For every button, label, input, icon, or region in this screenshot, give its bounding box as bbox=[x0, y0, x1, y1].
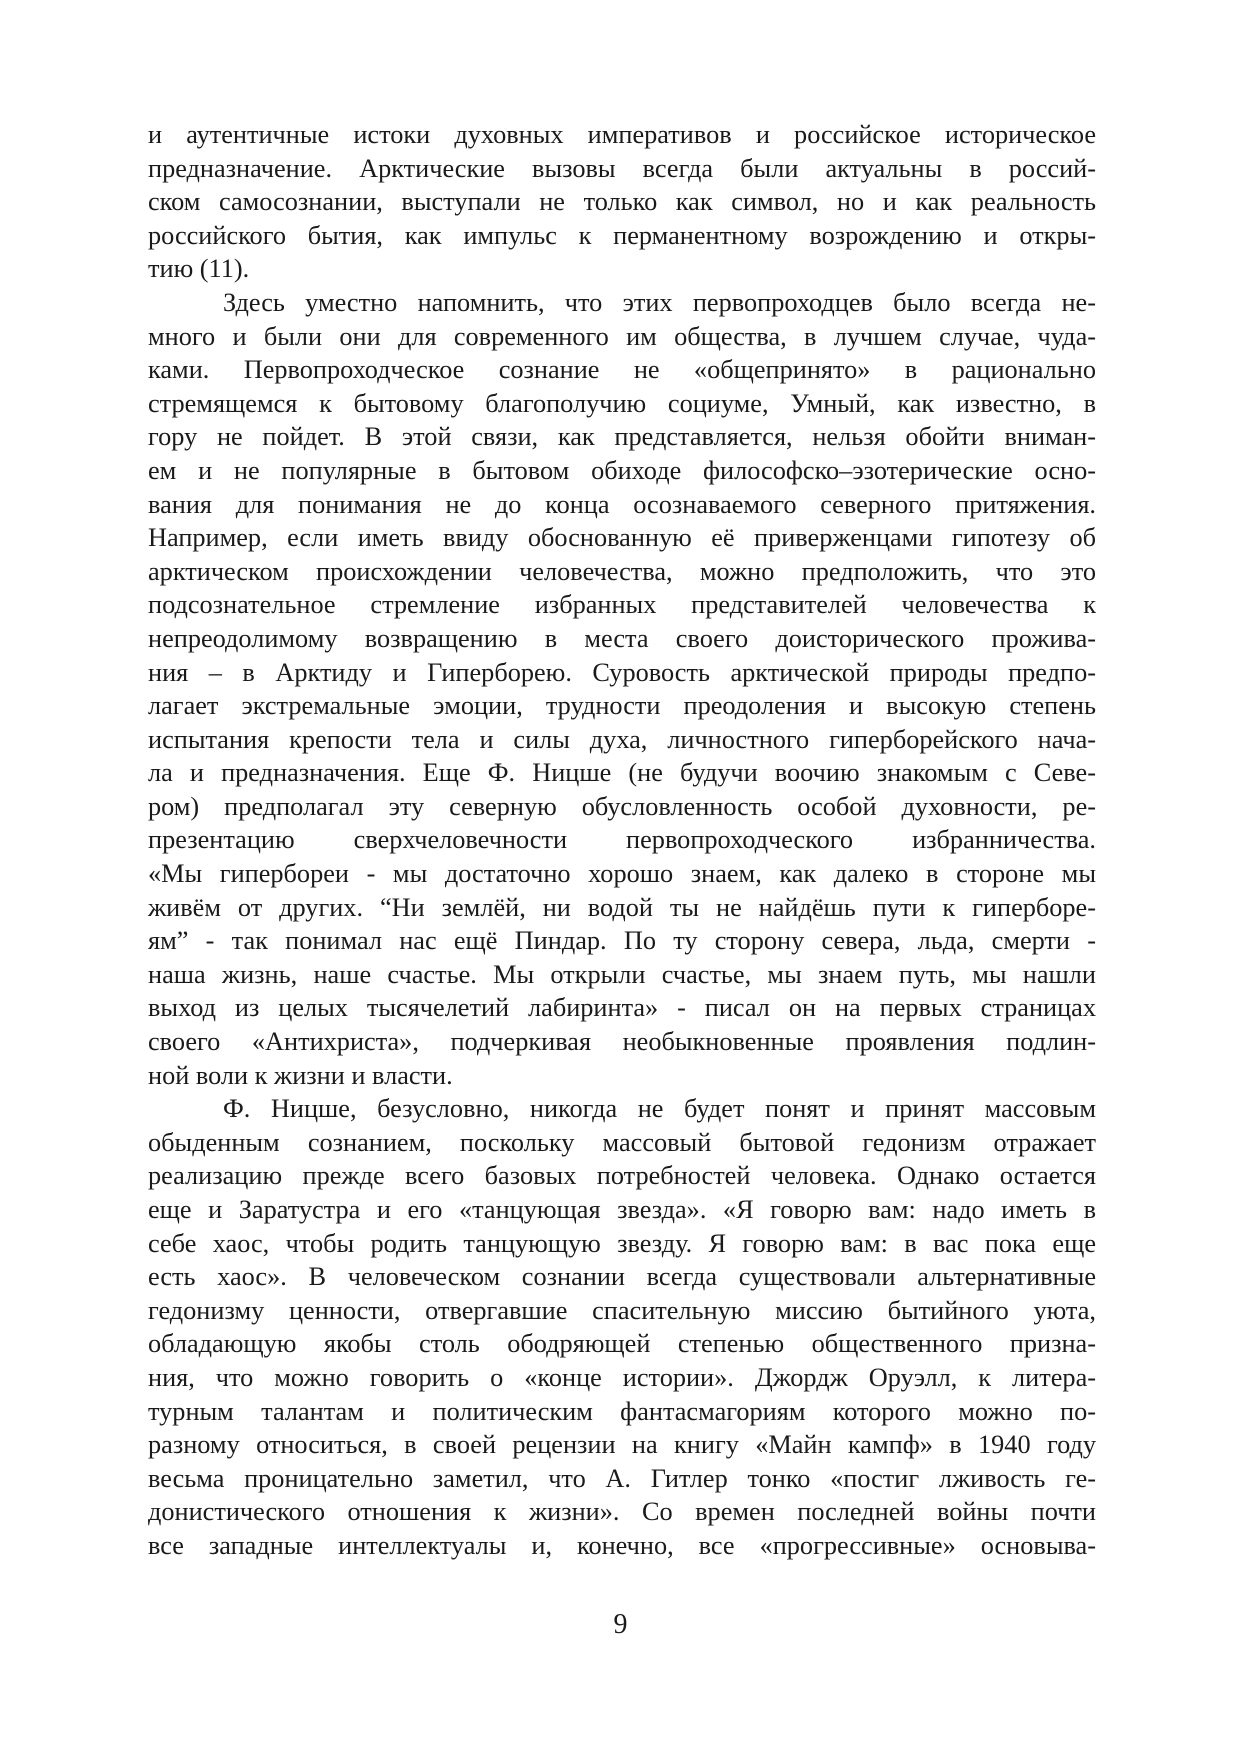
text-line: предназначение. Арктические вызовы всегда были актуальны в россий- bbox=[148, 153, 1096, 183]
text-line: себе хаос, чтобы родить танцующую звезду. Я говорю вам: в вас пока еще bbox=[148, 1228, 1096, 1258]
text-line: ной воли к жизни и власти. bbox=[148, 1060, 453, 1090]
text-line: арктическом происхождении человечества, можно предположить, что это bbox=[148, 556, 1096, 586]
page-number: 9 bbox=[613, 1609, 628, 1640]
text-line: «Мы гипербореи - мы достаточно хорошо знаем, как далеко в стороне мы bbox=[148, 859, 1096, 889]
text-line: российского бытия, как импульс к перманентному возрождению и откры- bbox=[148, 220, 1096, 250]
text-line: Ф. Ницше, безусловно, никогда не будет понят и принят массовым bbox=[223, 1094, 1096, 1124]
text-line: наша жизнь, наше счастье. Мы открыли счастье, мы знаем путь, мы нашли bbox=[148, 959, 1096, 989]
text-line: непреодолимому возвращению в места своего доисторического прожива- bbox=[148, 623, 1096, 653]
text-line: живём от других. “Ни землёй, ни водой ты не найдёшь пути к гиперборе- bbox=[148, 892, 1096, 922]
text-line: есть хаос». В человеческом сознании всегда существовали альтернативные bbox=[148, 1262, 1096, 1292]
text-line: своего «Антихриста», подчеркивая необыкновенные проявления подлин- bbox=[148, 1027, 1096, 1057]
text-line: ром) предполагал эту северную обусловленность особой духовности, ре- bbox=[148, 791, 1096, 821]
text-line: турным талантам и политическим фантасмагориям которого можно по- bbox=[148, 1396, 1096, 1426]
text-line: выход из целых тысячелетий лабиринта» - писал он на первых страницах bbox=[148, 993, 1096, 1023]
text-line: испытания крепости тела и силы духа, личностного гиперборейского нача- bbox=[148, 724, 1096, 754]
text-line: гору не пойдет. В этой связи, как представляется, нельзя обойти вниман- bbox=[148, 422, 1096, 452]
text-line: гедонизму ценности, отвергавшие спасительную миссию бытийного уюта, bbox=[148, 1295, 1096, 1325]
text-line: реализацию прежде всего базовых потребностей человека. Однако остается bbox=[148, 1161, 1096, 1191]
text-line: ям” - так понимал нас ещё Пиндар. По ту сторону севера, льда, смерти - bbox=[148, 926, 1096, 956]
text-line: стремящемся к бытовому благополучию социуме, Умный, как известно, в bbox=[148, 388, 1096, 418]
text-line: ния – в Арктиду и Гиперборею. Суровость арктической природы предпо- bbox=[148, 657, 1096, 687]
text-line: Например, если иметь ввиду обоснованную её приверженцами гипотезу об bbox=[148, 523, 1096, 553]
text-line: презентацию сверхчеловечности первопроходческого избранничества. bbox=[148, 825, 1096, 855]
text-line: еще и Заратустра и его «танцующая звезда». «Я говорю вам: надо иметь в bbox=[148, 1195, 1096, 1224]
text-line: Здесь уместно напомнить, что этих первопроходцев было всегда не- bbox=[223, 287, 1096, 317]
text-line: вания для понимания не до конца осознаваемого северного притяжения. bbox=[148, 489, 1096, 519]
text-line: весьма проницательно заметил, что А. Гитлер тонко «постиг лживость ге- bbox=[148, 1463, 1096, 1493]
text-line: лагает экстремальные эмоции, трудности преодоления и высокую степень bbox=[148, 691, 1096, 721]
text-line: подсознательное стремление избранных представителей человечества к bbox=[148, 590, 1096, 620]
text-line: ками. Первопроходческое сознание не «общепринято» в рационально bbox=[148, 355, 1096, 385]
text-line: разному относиться, в своей рецензии на книгу «Майн кампф» в 1940 году bbox=[148, 1430, 1096, 1460]
text-line: и аутентичные истоки духовных императивов и российское историческое bbox=[148, 120, 1096, 149]
text-line: ния, что можно говорить о «конце истории». Джордж Оруэлл, к литера- bbox=[148, 1362, 1096, 1392]
text-line: все западные интеллектуалы и, конечно, все «прогрессивные» основыва- bbox=[148, 1530, 1096, 1560]
text-line: ем и не популярные в бытовом обиходе философско–эзотерические осно- bbox=[148, 455, 1096, 485]
text-line: обладающую якобы столь ободряющей степенью общественного призна- bbox=[148, 1329, 1096, 1359]
text-line: обыденным сознанием, поскольку массовый бытовой гедонизм отражает bbox=[148, 1127, 1096, 1157]
text-line: много и были они для современного им общества, в лучшем случае, чуда- bbox=[148, 321, 1096, 351]
text-line: ском самосознании, выступали не только как символ, но и как реальность bbox=[148, 187, 1096, 217]
text-line: ла и предназначения. Еще Ф. Ницше (не будучи воочию знакомым с Севе- bbox=[148, 758, 1096, 788]
text-line: донистического отношения к жизни». Со времен последней войны почти bbox=[148, 1497, 1096, 1527]
text-line: тию (11). bbox=[148, 254, 250, 284]
body-text bbox=[148, 118, 1096, 1563]
